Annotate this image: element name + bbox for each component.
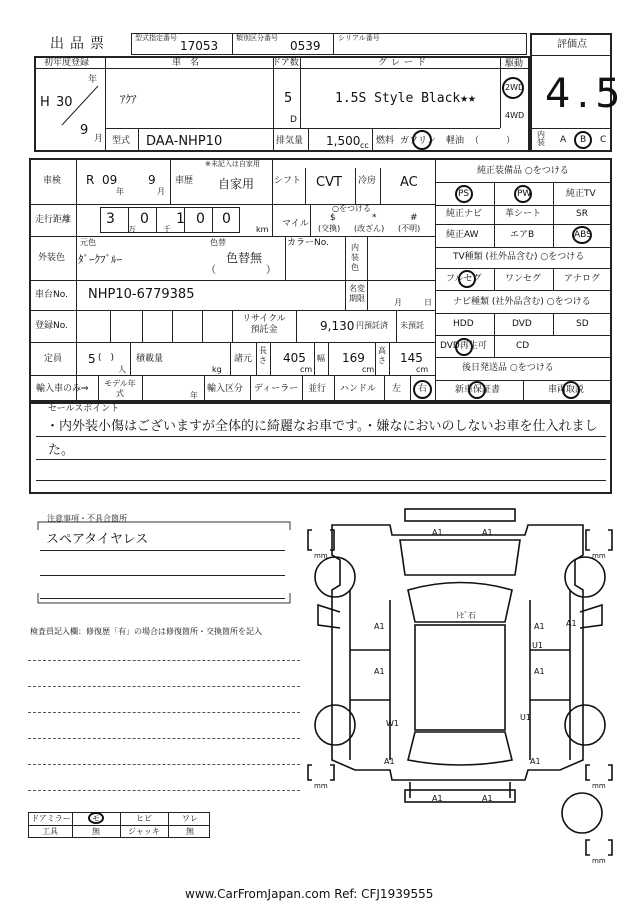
mirror-motor: モ (92, 814, 100, 823)
chassis-label: 車台No. (35, 290, 68, 300)
tv-type-label: TV種類 (社外品含む) ○をつける (453, 252, 585, 262)
drive-2wd: 2WD (505, 83, 525, 92)
tread-mm-rl: mm (314, 782, 328, 790)
after-warranty: 新車保証書 (455, 385, 501, 395)
sales-line1: ・内外装小傷はございますが全体的に綺麗なお車です。・嫌なにおいのしないお車を仕入れまし (46, 419, 598, 434)
odo-hash-sub: (不明) (398, 224, 421, 233)
navi-dvd: DVD (512, 319, 532, 329)
model-type: DAA-NHP10 (146, 134, 223, 149)
equip-abs: ABS (574, 230, 592, 240)
model-year-unit: 年 (190, 391, 198, 400)
fuel-paren: （ ） (470, 136, 516, 146)
serial-label: シリアル番号 (338, 34, 380, 42)
dmg-right-mirror: A1 (566, 619, 577, 628)
history-note: ※未記入は自家用 (205, 160, 260, 168)
odo-star: * (372, 213, 377, 223)
inspection-month: 9 (148, 173, 156, 187)
handle-left: 左 (392, 384, 402, 394)
width-unit: cm (362, 365, 375, 374)
dmg-right-rear-door: A1 (534, 667, 545, 676)
tools-none: 無 (92, 827, 100, 836)
ac-label: 冷房 (358, 176, 377, 186)
orig-color-label: 元色 (80, 238, 96, 247)
model-year-label: モデル年式 (104, 379, 136, 398)
capacity-paren: ( ) (98, 353, 115, 363)
import-label: 輸入車のみ⇒ (36, 384, 89, 394)
fuel-label: 燃料 (376, 136, 395, 146)
odo-note: ○をつける (332, 204, 371, 213)
tv-analog: アナログ (564, 274, 601, 284)
color-change-label: 色替 (210, 238, 226, 247)
tread-mm-fr: mm (592, 552, 606, 560)
parallel: 並行 (308, 384, 327, 394)
import-type-label: 輸入区分 (207, 384, 244, 394)
dmg-left-fender: A1 (374, 622, 385, 631)
mileage-label: 走行距離 (35, 215, 72, 225)
mileage-digit: 0 (140, 211, 149, 227)
color-label: 外装色 (38, 253, 66, 263)
dmg-rear-bumper-right: A1 (482, 794, 493, 803)
dealer: ディーラー (254, 384, 299, 394)
dmg-left-quarter: W1 (386, 719, 399, 728)
dmg-front-bumper-right: A1 (482, 528, 493, 537)
tools-label: 工具 (42, 827, 58, 836)
equip-leather: 革シート (505, 209, 542, 219)
inspection-year: 09 (102, 173, 118, 187)
regno-label: 登録No. (35, 321, 68, 331)
door-mirror-label: ドアミラー (31, 814, 71, 823)
handle-right: 右 (418, 384, 428, 394)
car-name: ｱｸｱ (120, 93, 137, 106)
navi-dvd-play: DVD再生可 (440, 341, 487, 351)
mirror-ware: ワレ (182, 814, 198, 823)
drive-4wd: 4WD (505, 111, 525, 120)
mileage-digit: 3 (106, 211, 115, 227)
mileage-digit: 1 (176, 211, 185, 227)
tv-fullseg: フルセグ (446, 274, 482, 284)
aftermarket-label: 後日発送品 ○をつける (462, 363, 554, 373)
mirror-hibi: ヒビ (136, 814, 152, 823)
model-type-label: 型式 (112, 136, 131, 146)
dmg-right-front-door: U1 (532, 641, 543, 650)
orig-color: ﾀﾞｰｸﾌﾞﾙｰ (78, 253, 122, 266)
interior-a: A (560, 135, 567, 145)
door-type: D (290, 115, 297, 125)
equip-pw: PW (517, 189, 532, 199)
odo-dollar: $ (330, 213, 336, 223)
dmg-windshield: ﾄﾋﾞ石 (456, 611, 476, 620)
capacity-label: 定員 (44, 354, 63, 364)
jack-none: 無 (186, 827, 194, 836)
first-reg-year: 30 (56, 95, 73, 110)
capacity-unit: 人 (118, 365, 126, 374)
inspection-month-unit: 月 (157, 187, 165, 196)
history-value: 自家用 (218, 177, 255, 191)
grade-value: 1.5S Style Black★★ (335, 91, 476, 106)
tread-mm-spare: mm (592, 857, 606, 865)
sen-unit: 千 (163, 225, 171, 234)
mileage-digit: 0 (196, 211, 205, 227)
model-cert-value: 17053 (180, 39, 219, 53)
odo-dollar-sub: (交換) (318, 224, 341, 233)
equip-oem-navi: 純正ナビ (446, 209, 483, 219)
recycle-unpaid: 未預託 (400, 321, 424, 330)
color-no-label: カラーNo. (287, 238, 329, 248)
displacement-label: 排気量 (276, 136, 304, 146)
load-label: 積載量 (136, 354, 164, 364)
equip-sr: SR (576, 209, 588, 219)
cc-unit: cc (360, 141, 369, 150)
recycle-value: 9,130 (320, 319, 355, 333)
interior-c: C (600, 135, 607, 145)
model-cert-label: 型式指定番号 (135, 34, 177, 42)
tread-mm-rr: mm (592, 782, 606, 790)
ac-value: AC (400, 175, 418, 190)
navi-type-label: ナビ種類 (社外品含む) ○をつける (453, 297, 591, 307)
first-reg-month: 9 (80, 123, 89, 138)
doors-value: 5 (284, 91, 293, 106)
kg-unit: kg (212, 365, 222, 374)
grade-points-value: 4.5 (545, 71, 627, 117)
dmg-left-front-door: A1 (374, 667, 385, 676)
equip-oem-aw: 純正AW (446, 230, 479, 240)
class-label: 類別区分番号 (236, 34, 278, 42)
grade-label: グレード (378, 58, 431, 68)
length-unit: cm (300, 365, 313, 374)
shift-value: CVT (316, 175, 342, 190)
reg-month: 月 (394, 298, 402, 307)
first-reg-label: 初年度登録 (44, 58, 90, 68)
width-value: 169 (342, 351, 365, 365)
reg-period-label: 名変期限 (349, 284, 365, 303)
dims-label: 諸元 (234, 354, 253, 364)
reg-day: 日 (424, 298, 432, 307)
inspection-year-unit: 年 (116, 187, 124, 196)
dmg-front-bumper-left: A1 (432, 528, 443, 537)
dmg-rear-bumper-left: A1 (432, 794, 443, 803)
tread-mm-fl: mm (314, 552, 328, 560)
class-value: 0539 (290, 39, 321, 53)
height-label: 高さ (378, 346, 386, 365)
mileage-digit: 0 (222, 211, 231, 227)
capacity-value: 5 (88, 352, 96, 366)
navi-cd: CD (516, 341, 530, 351)
first-reg-era: H (40, 95, 50, 110)
dmg-left-rear: A1 (384, 757, 395, 766)
year-unit: 年 (88, 75, 98, 85)
notes-label: 注意事項・不具合箇所 (47, 514, 127, 523)
chassis-value: NHP10-6779385 (88, 287, 195, 302)
navi-hdd: HDD (453, 319, 474, 329)
mile-label: マイル (282, 219, 309, 229)
inspection-label: 車検 (43, 176, 62, 186)
footer-ref: www.CarFromJapan.com Ref: CFJ1939555 (185, 887, 434, 901)
shift-label: シフト (274, 176, 302, 186)
drive-label: 駆動 (505, 59, 524, 69)
car-name-label: 車 名 (172, 58, 200, 68)
km-unit: km (256, 225, 269, 234)
interior-label: 内装 (537, 130, 545, 147)
inspector-label: 検査員記入欄：修復歴「有」の場合は修復箇所・交換箇所を記入 (30, 627, 262, 636)
oem-equip-label: 純正装備品 ○をつける (477, 166, 569, 176)
handle-label: ハンドル (340, 384, 377, 394)
equip-oem-tv: 純正TV (566, 189, 596, 199)
tv-oneseg: ワンセグ (505, 274, 542, 284)
equip-ps: PS (458, 189, 470, 199)
color-paren: （ ） (206, 265, 276, 276)
displacement: 1,500 (326, 134, 361, 148)
recycle-unit: 円預託済 (356, 321, 388, 330)
sheet-title: 出品票 (50, 36, 110, 52)
after-manual: 車両取説 (548, 385, 585, 395)
fuel-gasoline: ガソリン (400, 136, 437, 146)
jack-label: ジャッキ (128, 827, 160, 836)
length-value: 405 (283, 351, 306, 365)
odo-star-sub: (改ざん) (354, 224, 385, 233)
height-unit: cm (416, 365, 429, 374)
man-unit: 万 (128, 225, 136, 234)
navi-sd: SD (576, 319, 589, 329)
interior-b: B (580, 135, 587, 145)
color-change: 色替無 (226, 251, 263, 265)
odo-hash: # (410, 213, 418, 223)
height-value: 145 (400, 351, 423, 365)
dmg-right-rear: A1 (530, 757, 541, 766)
doors-label: ドア数 (272, 58, 299, 68)
fuel-diesel: 軽油 (446, 136, 465, 146)
sales-label: セールスポイント (48, 404, 120, 414)
recycle-label: リサイクル預託金 (242, 314, 286, 335)
width-label: 幅 (317, 354, 325, 363)
inspection-era: R (86, 173, 95, 187)
grade-points-label: 評価点 (557, 39, 587, 50)
notes-line1: スペアタイヤレス (46, 532, 149, 547)
dmg-right-quarter: U1 (520, 713, 531, 722)
month-unit: 月 (94, 134, 104, 144)
history-label: 車歴 (175, 176, 194, 186)
int-color-label: 内装色 (351, 243, 359, 272)
length-label: 長さ (259, 346, 267, 365)
dmg-right-fender: A1 (534, 622, 545, 631)
equip-airbag: エアB (510, 230, 535, 240)
sales-line2: た。 (48, 443, 75, 458)
